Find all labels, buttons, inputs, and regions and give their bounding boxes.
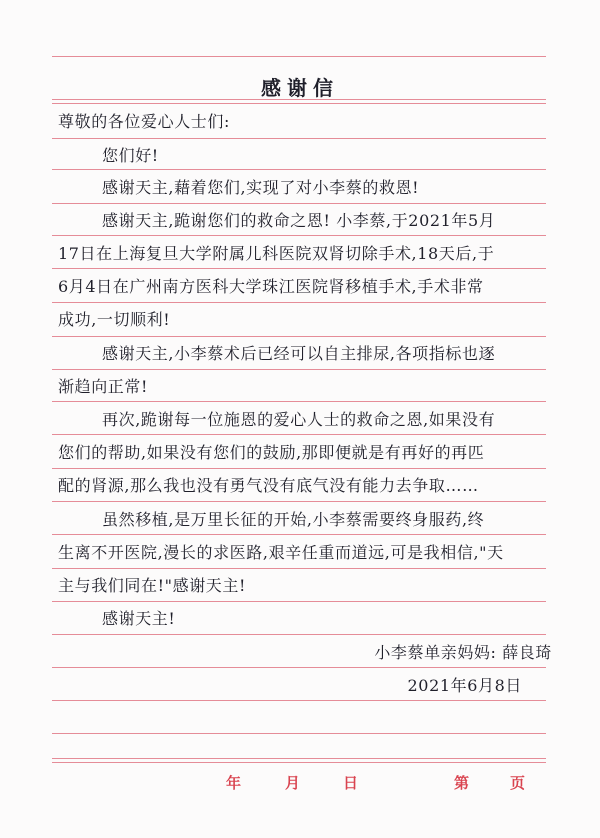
letter-line: 17日在上海复旦大学附属儿科医院双肾切除手术,18天后,于	[58, 244, 495, 263]
ruled-line	[52, 634, 546, 635]
letter-line: 虽然移植,是万里长征的开始,小李蔡需要终身服药,终	[102, 510, 485, 529]
letter-line: 感谢天主,小李蔡术后已经可以自主排尿,各项指标也逐	[102, 344, 496, 363]
ruled-line	[52, 468, 546, 469]
ruled-line	[52, 758, 546, 759]
ruled-line	[52, 667, 546, 668]
ruled-line	[52, 103, 546, 104]
footer-year-label: 年	[226, 774, 242, 792]
letter-line: 6月4日在广州南方医科大学珠江医院肾移植手术,手术非常	[58, 277, 484, 296]
letter-date: 2021年6月8日	[407, 676, 522, 695]
ruled-line	[52, 568, 546, 569]
letter-line: 再次,跪谢每一位施恩的爱心人士的救命之恩,如果没有	[102, 410, 496, 429]
ruled-line	[52, 733, 546, 734]
ruled-line	[52, 434, 546, 435]
letter-line: 配的肾源,那么我也没有勇气没有底气没有能力去争取……	[58, 476, 479, 495]
footer-day-label: 日	[343, 774, 359, 792]
ruled-line	[52, 601, 546, 602]
ruled-line	[52, 762, 546, 763]
ruled-line	[52, 203, 546, 204]
letter-line: 主与我们同在!"感谢天主!	[58, 576, 247, 595]
ruled-line	[52, 336, 546, 337]
ruled-line	[52, 501, 546, 502]
ruled-line	[52, 369, 546, 370]
ruled-line	[52, 268, 546, 269]
ruled-line	[52, 138, 546, 139]
letter-line: 渐趋向正常!	[58, 377, 149, 396]
ruled-line	[52, 700, 546, 701]
letter-line: 感谢天主!	[102, 609, 176, 628]
ruled-line	[52, 169, 546, 170]
letter-line: 感谢天主,跪谢您们的救命之恩! 小李蔡,于2021年5月	[102, 211, 496, 230]
footer-page-prefix: 第	[454, 774, 470, 792]
ruled-line	[52, 401, 546, 402]
letter-line: 生离不开医院,漫长的求医路,艰辛任重而道远,可是我相信,"天	[58, 543, 504, 562]
letter-title: 感谢信	[261, 76, 339, 100]
footer-page-suffix: 页	[510, 774, 526, 792]
footer-month-label: 月	[285, 774, 301, 792]
letter-line: 您们好!	[102, 146, 159, 165]
ruled-line	[52, 56, 546, 57]
ruled-line	[52, 235, 546, 236]
letter-line: 感谢天主,藉着您们,实现了对小李蔡的救恩!	[102, 178, 420, 197]
letter-line: 成功,一切顺利!	[58, 310, 171, 329]
ruled-line	[52, 534, 546, 535]
signature: 小李蔡单亲妈妈: 薛良琦	[374, 643, 552, 662]
letter-line: 您们的帮助,如果没有您们的鼓励,那即便就是有再好的再匹	[58, 443, 485, 462]
greeting: 尊敬的各位爱心人士们:	[58, 112, 230, 131]
ruled-line	[52, 302, 546, 303]
